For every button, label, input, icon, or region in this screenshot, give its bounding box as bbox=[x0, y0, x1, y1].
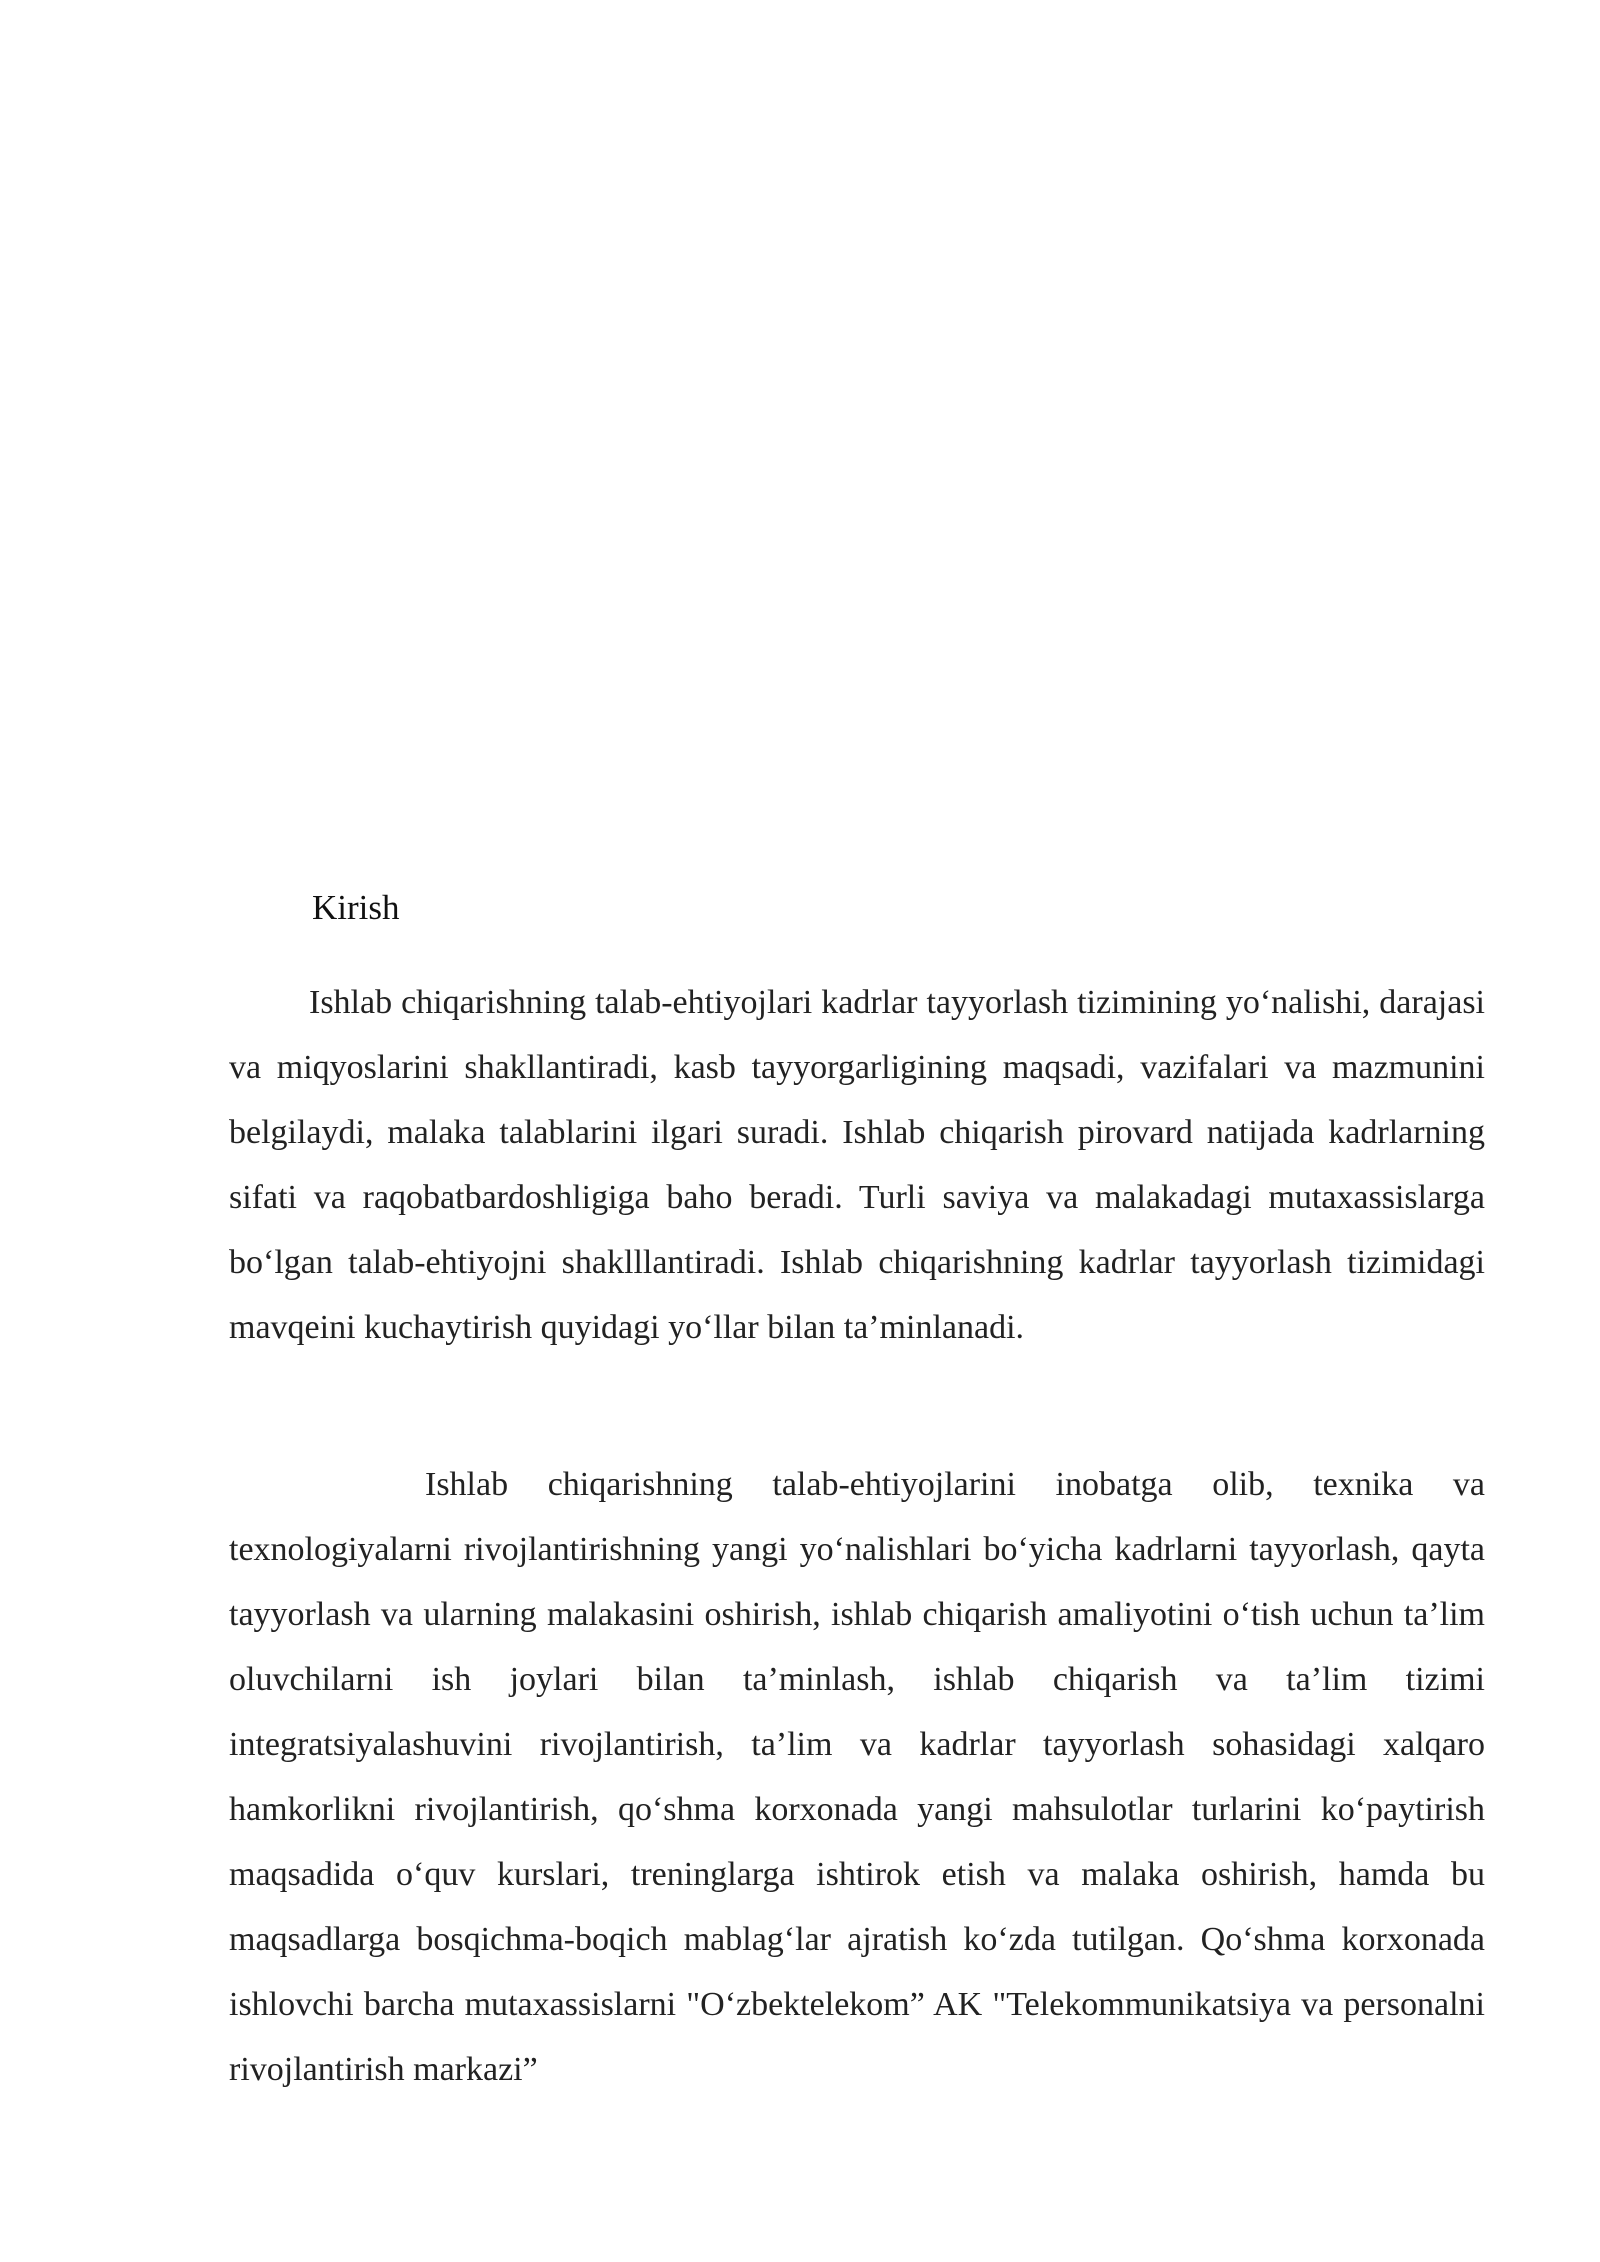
body-paragraph-2: Ishlab chiqarishning talab-ehtiyojlarini inobatga olib, texnika va texnologiyalarni rivojlantirishning yangi yo‘nalishlari bo‘yicha kadrlarni tayyorlash, qayta tayyorlash va ularning malakasini oshirish, ishlab chiqarish amaliyotini o‘tish uchun ta’lim oluvchilarni ish joylari bilan ta’minlash, ishlab chiqarish va ta’lim tizimi integratsiyalashuvini rivojlantirish, ta’lim va kadrlar tayyorlash sohasidagi xalqaro hamkorlikni rivojlantirish, qo‘shma korxonada yangi mahsulotlar turlarini ko‘paytirish maqsadida o‘quv kurslari, treninglarga ishtirok etish va malaka oshirish, hamda bu maqsadlarga bosqichma-boqich mablag‘lar ajratish ko‘zda tutilgan. Qo‘shma korxonada ishlovchi barcha mutaxassislarni "O‘zbektelekom” AK "Telekommunikatsiya va personalni rivojlantirish markazi” bbox=[229, 1466, 1485, 2088]
body-paragraph-1: Ishlab chiqarishning talab-ehtiyojlari kadrlar tayyorlash tizimining yo‘nalishi, darajasi va miqyoslarini shakllantiradi, kasb tayyorgarligining maqsadi, vazifalari va mazmunini belgilaydi, malaka talablarini ilgari suradi. Ishlab chiqarish pirovard natijada kadrlarning sifati va raqobatbardoshligiga baho beradi. Turli saviya va malakadagi mutaxassislarga bo‘lgan talab-ehtiyojni shaklllantiradi. Ishlab chiqarishning kadrlar tayyorlash tizimidagi mavqeini kuchaytirish quyidagi yo‘llar bilan ta’minlanadi. bbox=[229, 984, 1485, 1346]
section-heading: Kirish bbox=[312, 888, 400, 927]
